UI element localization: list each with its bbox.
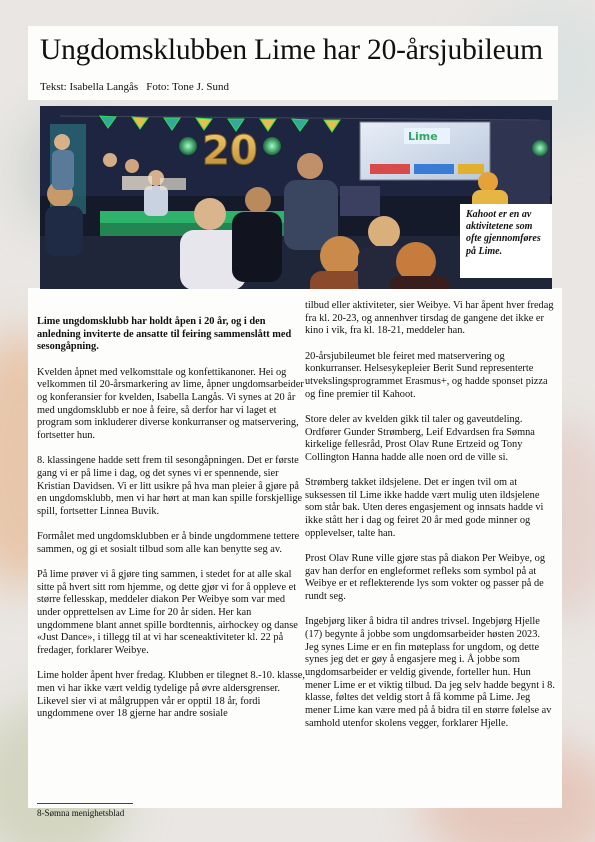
paragraph: På lime prøver vi å gjøre ting sammen, i stedet for at alle skal sitte på hvert sitt rom hjemme, og dette gjør vi for å oppleve et større fellesskap, meddeler diakon Per Weibye som var med under opprettelsen av Lime for 20 år siden. Her kan ungdommene blant annet spille bordtennis, airhockey og danse «Just Dance», i tillegg til at vi har sceneaktiviteter kl. 22 på fredager, forklarer Weibye.	[37, 569, 298, 656]
page-footer: 8-Sømna menighetsblad	[37, 808, 125, 818]
screen-logo: Lime	[408, 130, 438, 143]
article-column-right	[305, 300, 555, 743]
lead-paragraph: Lime ungdomsklubb har holdt åpen i 20 år, og i den anledning inviterte de ansatte til feiring sammenslått med sesongåpning.	[37, 316, 292, 353]
byline	[40, 81, 237, 93]
paragraph: Store deler av kvelden gikk til taler og gaveutdeling. Ordfører Gunder Strømberg, Leif Edvardsen fra Sømna kirkelige fellesråd, Prost Olav Rune Ertzeid og Tony Collington Hanna hadde alle noen ord de ville si.	[305, 413, 535, 463]
balloon-numbers: 20	[202, 128, 258, 174]
paragraph: Prost Olav Rune ville gjøre stas på diakon Per Weibye, og gav han derfor en engleformet refleks som symbol på at Weibye er et reflekterende lys som vokter og passer på de rundt seg.	[305, 553, 546, 603]
paragraph: Lime holder åpent hver fredag. Klubben er tilegnet 8.-10. klasse, men vi har ikke vært veldig tydelige på øvre aldersgrenser. Likevel sier vi at målgruppen vår er opptil 18 år, fordi ungdommene over 18 gjerne har andre sosiale	[37, 670, 305, 720]
paragraph: Kvelden åpnet med velkomsttale og konfettikanoner. Hei og velkommen til 20-årsmarkering av lime, åpner ungdomsarbeider og konferansier for kvelden, Isabella Langås. Vi synes at 20 år med ungdomsklubb er noe å feire, så derfor har vi laget et program som inkluderer diverse konkurranser og matservering, fortsetter hun.	[37, 366, 304, 441]
paragraph: Strømberg takket ildsjelene. Det er ingen tvil om at suksessen til Lime ikke hadde vært mulig uten ildsjelene som står bak. Uten deres engasjement og innsats hadde vi ikke stått her i dag og feiret 20 år med gode minner og opplevelser, talte han.	[305, 477, 544, 539]
paragraph: tilbud eller aktiviteter, sier Weibye. Vi har åpent hver fredag fra kl. 20-23, og annenhver tirsdag de gangene det ikke er kino i vik, fra kl. 18-21, meddeler han.	[305, 300, 554, 337]
photo-caption: Kahoot er en av aktivitetene som ofte gjennomføres på Lime.	[460, 204, 552, 278]
paragraph: 8. klassingene hadde sett frem til sesongåpningen. Det er første gang vi er på lime i dag, og det synes vi er spennende, sier Kristian Davidsen. Vi er litt usikre på hva man pleier å gjøre på en ungdomsklubb, men vi har hørt at man kan spille forskjellige spill, fortsetter Linnea Buvik.	[37, 455, 303, 517]
article-column-left	[37, 316, 307, 734]
footer-divider	[37, 803, 133, 804]
paragraph: 20-årsjubileumet ble feiret med matservering og konkurranser. Helsesykepleier Berit Sund representerte utvekslingsprogrammet Erasmus+, og hadde sponset pizza og fine premier til Kahoot.	[305, 350, 548, 400]
paragraph: Formålet med ungdomsklubben er å binde ungdommene tettere sammen, og gi et sosialt tilbud som alle kan benytte seg av.	[37, 531, 300, 555]
paragraph: Ingebjørg liker å bidra til andres trivsel. Ingebjørg Hjelle (17) begynte å jobbe som ungdomsarbeider høsten 2023. Jeg synes Lime er en fin møteplass for ungdom, og dette synes jeg det er gøy å engasjere meg i. Å jobbe som ungdomsarbeider er veldig givende, forteller hun. Hun mener Lime er et viktig tilbud. Da jeg selv hadde begynt i 8. klasse, føltes det veldig stort å få komme på Lime. Jeg mener Lime kan være med på å bidra til en større følelse av samhold utenfor skolens vegger, forklarer Hjelle.	[305, 616, 555, 729]
article-title: Ungdomsklubben Lime har 20-årsjubileum	[40, 34, 543, 66]
byline-photo: Foto: Tone J. Sund	[146, 81, 229, 93]
byline-text: Tekst: Isabella Langås	[40, 81, 139, 93]
